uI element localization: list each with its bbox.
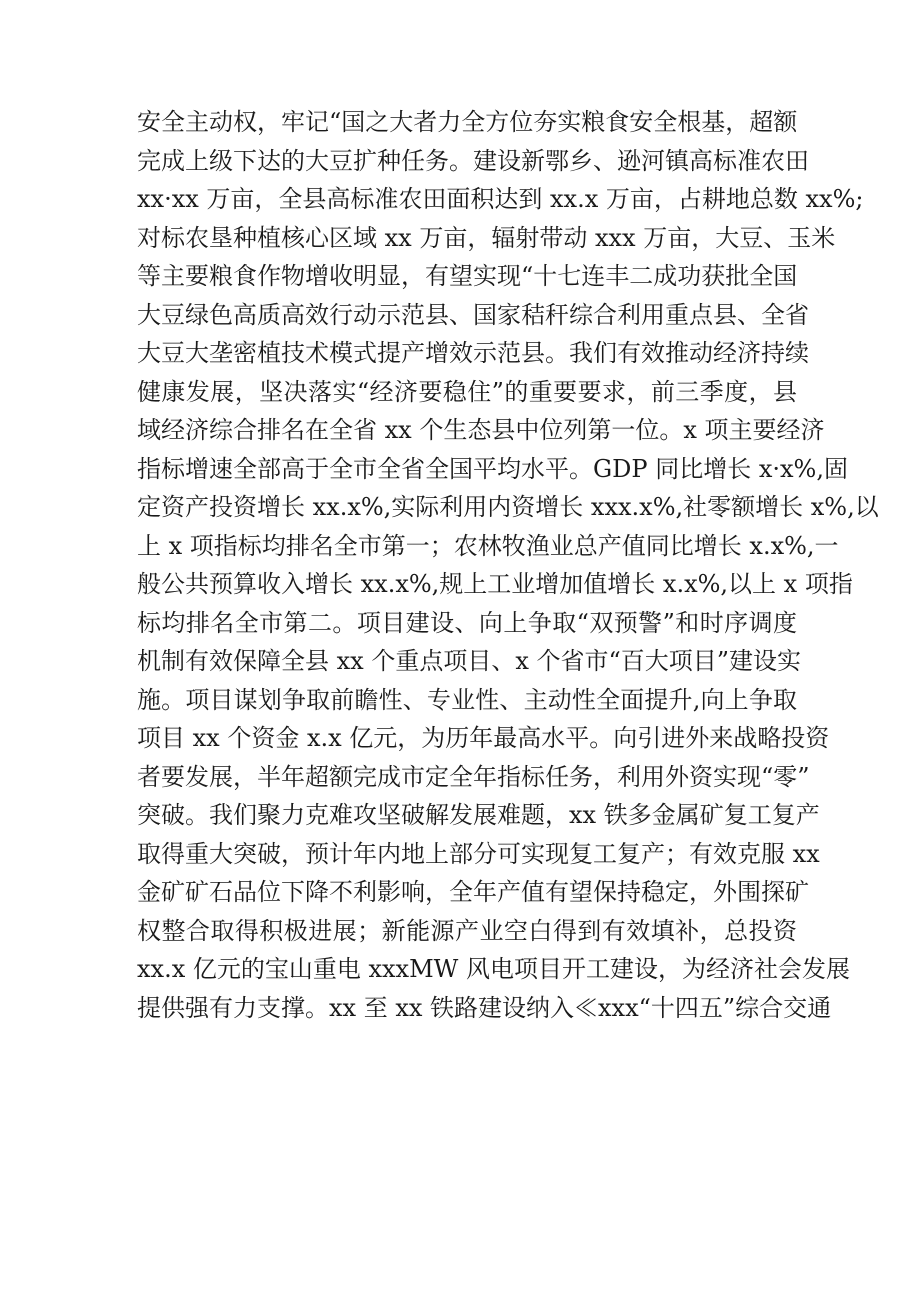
- text-line: 安全主动权，牢记“国之大者力全方位夯实粮食安全根基，超额: [137, 108, 798, 136]
- text-line: 提供强有力支撑。xx 至 xx 铁路建设纳入≪xxx“十四五”综合交通: [137, 993, 832, 1022]
- text-line: 者要发展，半年超额完成市定全年指标任务，利用外资实现“零”: [137, 762, 810, 791]
- text-line: xx.x 亿元的宝山重电 xxxMW 风电项目开工建设，为经济社会发展: [137, 955, 850, 983]
- text-line: 金矿矿石品位下降不利影响，全年产值有望保持稳定，外围探矿: [137, 878, 809, 906]
- text-line: xx·xx 万亩，全县高标准农田面积达到 xx.x 万亩，占耕地总数 xx%;: [137, 185, 864, 213]
- text-line: 完成上级下达的大豆扩种任务。建设新鄂乡、逊河镇高标准农田: [137, 146, 809, 175]
- text-line: 等主要粮食作物增收明显，有望实现“十七连丰二成功获批全国: [137, 262, 798, 290]
- text-line: 指标增速全部高于全市全省全国平均水平。GDP 同比增长 x·x%,固: [137, 454, 848, 483]
- text-line: 机制有效保障全县 xx 个重点项目、x 个省市“百大项目”建设实: [137, 647, 802, 675]
- text-line: 大豆绿色高质高效行动示范县、国家秸秆综合利用重点县、全省: [137, 300, 809, 329]
- text-line: 突破。我们聚力克难攻坚破解发展难题，xx 铁多金属矿复工复产: [137, 801, 820, 829]
- text-line: 般公共预算收入增长 xx.x%,规上工业增加值增长 x.x%,以上 x 项指: [137, 570, 853, 598]
- text-line: 施。项目谋划争取前瞻性、专业性、主动性全面提升,向上争取: [137, 685, 797, 714]
- body-text: [137, 103, 879, 1027]
- text-line: 对标农垦种植核心区域 xx 万亩，辐射带动 xxx 万亩，大豆、玉米: [137, 223, 836, 252]
- text-line: 权整合取得积极进展；新能源产业空白得到有效填补，总投资: [137, 916, 797, 945]
- text-line: 健康发展，坚决落实“经济要稳住”的重要要求，前三季度，县: [137, 377, 797, 406]
- text-line: 域经济综合排名在全省 xx 个生态县中位列第一位。x 项主要经济: [137, 416, 825, 444]
- text-line: 定资产投资增长 xx.x%,实际利用内资增长 xxx.x%,社零额增长 x%,以: [137, 493, 879, 521]
- text-line: 取得重大突破，预计年内地上部分可实现复工复产；有效克服 xx: [137, 839, 820, 868]
- text-line: 项目 xx 个资金 x.x 亿元，为历年最高水平。向引进外来战略投资: [137, 724, 830, 752]
- text-line: 标均排名全市第二。项目建设、向上争取“双预警”和时序调度: [137, 608, 797, 637]
- text-line: 大豆大垄密植技术模式提产增效示范县。我们有效推动经济持续: [137, 339, 809, 367]
- text-line: 上 x 项指标均排名全市第一；农林牧渔业总产值同比增长 x.x%,一: [137, 531, 839, 560]
